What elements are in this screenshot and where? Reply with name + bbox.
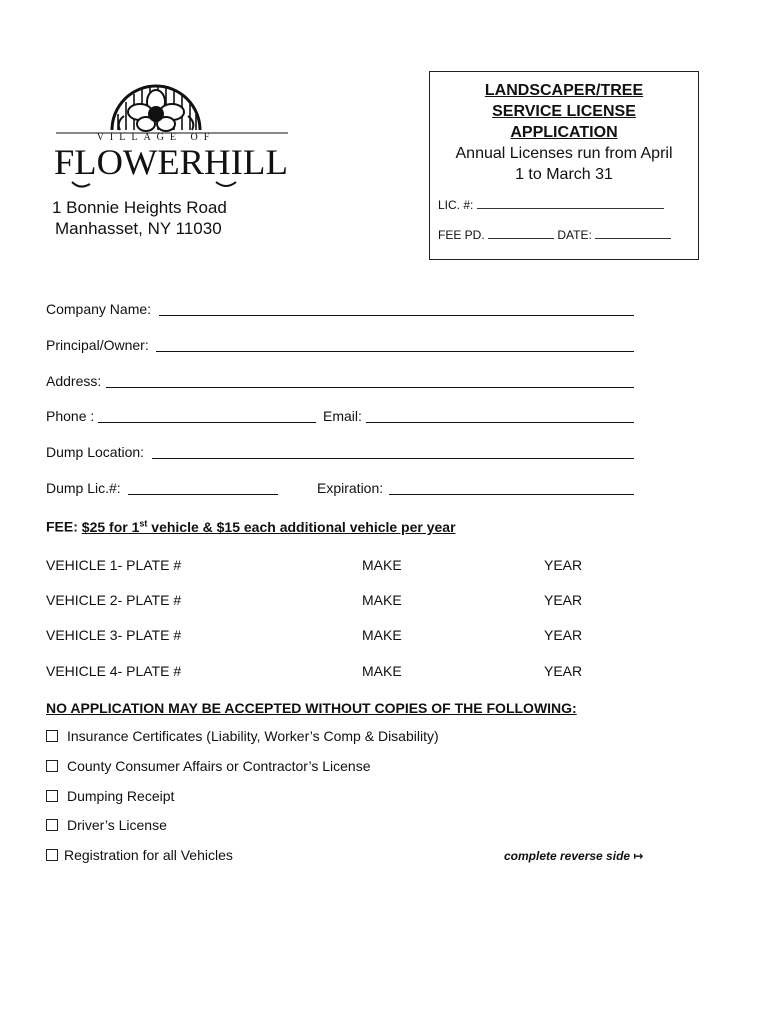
subtitle-line-2: 1 to March 31 [515,166,613,183]
vehicle-3-year: YEAR [544,627,583,643]
vehicle-3-make: MAKE [362,627,402,643]
lic-number-field[interactable] [438,197,664,212]
checklist-item-drivers-license: Driver’s License [46,817,167,833]
vehicle-3-plate: VEHICLE 3- PLATE # [46,627,182,643]
village-of-text: VILLAGE OF [96,132,216,143]
company-name-field[interactable] [46,301,634,321]
vehicle-1-year: YEAR [544,557,583,573]
vehicle-2-year: YEAR [544,592,583,608]
checkbox-icon[interactable] [46,760,58,772]
fee-paid-field[interactable] [438,227,671,242]
principal-owner-label: Principal/Owner: [46,337,149,353]
logo-hill-text: HILL [204,142,288,182]
subtitle-line-1: Annual Licenses run from April [455,145,673,162]
principal-owner-field[interactable] [46,337,634,357]
phone-input-line[interactable] [98,408,316,423]
phone-email-row [46,408,634,428]
address-label: Address: [46,373,102,389]
phone-label: Phone : [46,408,95,424]
title-line-3: APPLICATION [510,124,618,141]
vehicle-1-make: MAKE [362,557,402,573]
checklist-item-dumping: Dumping Receipt [46,788,174,804]
checkbox-icon[interactable] [46,819,58,831]
checklist-item-license: County Consumer Affairs or Contractor’s License [46,758,370,774]
license-header-box [429,71,699,260]
date-label: DATE: [557,228,592,242]
address-field[interactable] [46,373,634,393]
fee-label: FEE: [46,518,78,535]
dump-lic-input-line[interactable] [128,480,278,495]
dump-location-field[interactable] [46,444,634,464]
checkbox-icon[interactable] [46,790,58,802]
vehicle-1-plate: VEHICLE 1- PLATE # [46,557,182,573]
company-name-label: Company Name: [46,301,152,317]
email-input-line[interactable] [366,408,634,423]
expiration-label: Expiration: [317,480,384,496]
email-label: Email: [323,408,362,424]
lic-number-label: LIC. #: [438,198,474,212]
vehicle-2-make: MAKE [362,592,402,608]
fee-paid-label: FEE PD. [438,228,485,242]
title-line-2: SERVICE LICENSE [492,103,636,120]
checklist-item-registration: Registration for all Vehicles [46,847,233,863]
logo-flower-text: FLOWER [54,142,204,182]
dump-lic-label: Dump Lic.#: [46,480,121,496]
fee-text: $25 for 1st vehicle & $15 each additional vehicle per year [81,518,456,535]
dump-location-label: Dump Location: [46,444,145,460]
vehicle-2-plate: VEHICLE 2- PLATE # [46,592,182,608]
address-line-2: Manhasset, NY 11030 [55,219,222,238]
title-line-1: LANDSCAPER/TREE [484,82,644,99]
vehicle-4-plate: VEHICLE 4- PLATE # [46,663,182,679]
vehicle-4-year: YEAR [544,663,583,679]
village-logo [52,76,292,194]
reverse-side-note: complete reverse side ↦ [504,849,644,863]
checkbox-icon[interactable] [46,730,58,742]
checkbox-icon[interactable] [46,849,58,861]
fee-statement [46,518,456,535]
dump-lic-expiration-row [46,480,634,500]
flower-logo-graphic [52,76,292,194]
requirements-heading: NO APPLICATION MAY BE ACCEPTED WITHOUT COPIES OF THE FOLLOWING: [46,700,577,716]
address-line-1: 1 Bonnie Heights Road [52,198,227,217]
expiration-input-line[interactable] [389,480,634,495]
vehicle-4-make: MAKE [362,663,402,679]
checklist-item-insurance: Insurance Certificates (Liability, Worker’s Comp & Disability) [46,728,439,744]
